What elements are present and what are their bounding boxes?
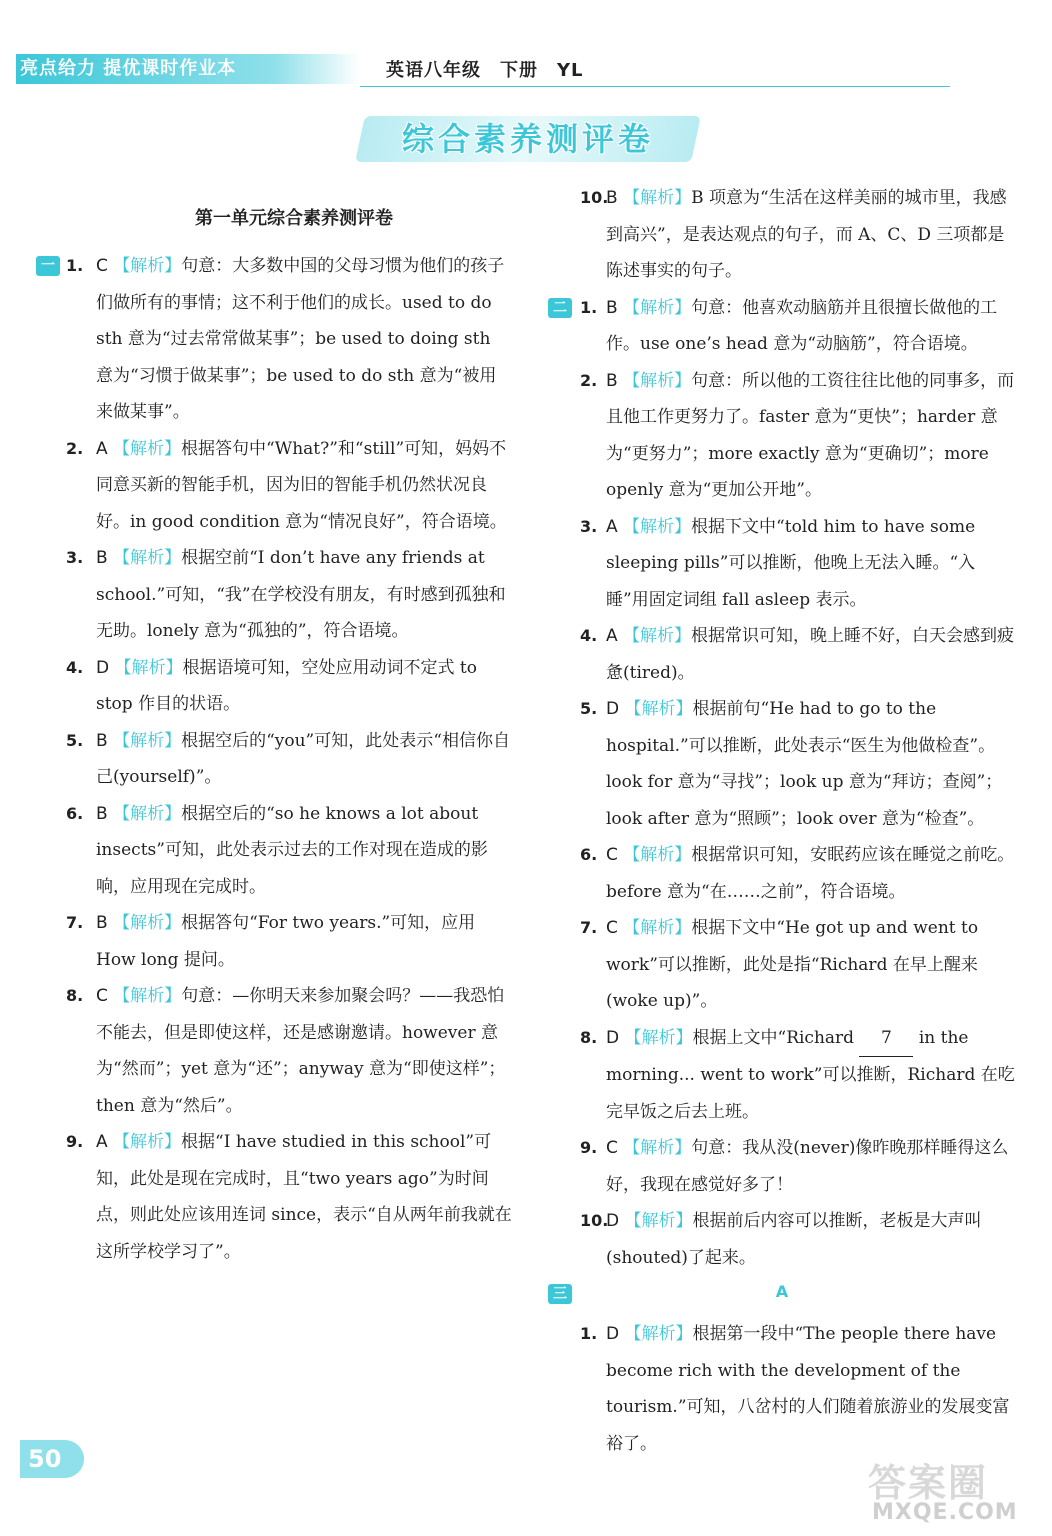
answer-item: 1. C 【解析】句意：大多数中国的父母习惯为他们的孩子们做所有的事情；这不利于他们的成长。used to do sth 意为“过去常常做某事”；be used to doing sth 意为“习惯于做某事”；be used to do sth 意为“被用来做某事”。 [66, 256, 505, 422]
answer-item: 8. C 【解析】句意：—你明天来参加聚会吗？——我恐怕不能去，但是即使这样，还是感谢邀请。however 意为“然而”；yet 意为“还”；anyway 意为“即使这样”；then 意为“然后”。 [66, 986, 506, 1116]
answer-item: 1. D 【解析】根据第一段中“The people there have become rich with the development of the tourism.”可知，八岔村的人们随着旅游业的发展变富裕了。 [580, 1324, 1010, 1454]
book-title: 英语八年级 下册 YL [386, 60, 584, 81]
answer-list-left [36, 248, 512, 1270]
left-column [36, 196, 512, 1270]
answer-item: 7. B 【解析】根据答句“For two years.”可知，应用 How long 提问。 [66, 913, 476, 970]
section-banner [360, 116, 696, 162]
part-two [548, 290, 1016, 1277]
watermark-logo: 答案圈 MXQE.COM [868, 1461, 1018, 1525]
answer-item: 9. C 【解析】句意：我从没(never)像昨晚那样睡得这么好，我现在感觉好多了！ [580, 1138, 1009, 1195]
brand-title: 亮点给力 提优课时作业本 [16, 54, 360, 84]
answer-item: 5. B 【解析】根据空后的“you”可知，此处表示“相信你自己(yourself)”。 [66, 730, 510, 787]
header-rule [360, 86, 950, 87]
answer-item: 4. D 【解析】根据语境可知，空处应用动词不定式 to stop 作目的状语。 [66, 657, 477, 714]
part-one [36, 248, 512, 1270]
part-badge-three: 三 [548, 1284, 572, 1304]
page-number: 50 [20, 1440, 84, 1478]
answer-item: 1. B 【解析】句意：他喜欢动脑筋并且很擅长做他的工作。use one’s head 意为“动脑筋”，符合语境。 [580, 297, 998, 354]
right-column [548, 180, 1016, 1462]
part-badge-two: 二 [548, 298, 572, 318]
answer-item: 3. B 【解析】根据空前“I don’t have any friends at school.”可知，“我”在学校没有朋友，有时感到孤独和无助。lonely 意为“孤独的”，符合语境。 [66, 548, 506, 641]
answer-item: 6. C 【解析】根据常识可知，安眠药应该在睡觉之前吃。before 意为“在……之前”，符合语境。 [580, 845, 1015, 902]
part-badge-one: 一 [36, 256, 60, 276]
answer-item: 8. D 【解析】根据上文中“Richard 7 in the morning... went to work”可以推断，Richard 在吃完早饭之后去上班。 [548, 1020, 1016, 1131]
unit-title: 第一单元综合素养测评卷 [195, 208, 393, 229]
answer-item: 5. D 【解析】根据前句“He had to go to the hospital.”可以推断，此处表示“医生为他做检查”。look for 意为“寻找”；look up 意为“拜访；查阅”；look after 意为“照顾”；look over 意为“检查”。 [580, 699, 1003, 829]
answer-item: 10. D 【解析】根据前后内容可以推断，老板是大声叫(shouted)了起来。 [580, 1211, 982, 1268]
passage-label: A [775, 1282, 789, 1301]
answer-item: 9. A 【解析】根据“I have studied in this school”可知，此处是现在完成时，且“two years ago”为时间点，则此处应该用连词 since，表示“自从两年前我就在这所学校学习了”。 [66, 1132, 512, 1262]
answer-item: 3. A 【解析】根据下文中“told him to have some sleeping pills”可以推断，他晚上无法入睡。“入睡”用固定词组 fall asleep 表示。 [580, 516, 976, 610]
answer-item: 6. B 【解析】根据空后的“so he knows a lot about insects”可知，此处表示过去的工作对现在造成的影响，应用现在完成时。 [66, 803, 488, 897]
part-three [548, 1276, 1016, 1462]
answer-item: 2. A 【解析】根据答句中“What?”和“still”可知，妈妈不同意买新的智能手机，因为旧的智能手机仍然状况良好。in good condition 意为“情况良好”，符合语境。 [66, 438, 507, 532]
answer-item: 10. B 【解析】B 项意为“生活在这样美丽的城市里，我感到高兴”，是表达观点的句子，而 A、C、D 三项都是陈述事实的句子。 [580, 188, 1007, 281]
answer-item: 7. C 【解析】根据下文中“He got up and went to work”可以推断，此处是指“Richard 在早上醒来(woke up)”。 [580, 918, 979, 1011]
answer-list-right [548, 290, 1016, 1277]
answer-item: 2. B 【解析】句意：所以他的工资往往比他的同事多，而且他工作更努力了。faster 意为“更快”；harder 意为“更努力”；more exactly 意为“更确切”；more openly 意为“更加公开地”。 [580, 370, 1015, 500]
blank-number: 7 [859, 1020, 913, 1058]
banner-title: 综合素养测评卷 [401, 120, 654, 158]
answer-item: 4. A 【解析】根据常识可知，晚上睡不好，白天会感到疲惫(tired)。 [580, 626, 1015, 683]
page-header [16, 50, 950, 90]
